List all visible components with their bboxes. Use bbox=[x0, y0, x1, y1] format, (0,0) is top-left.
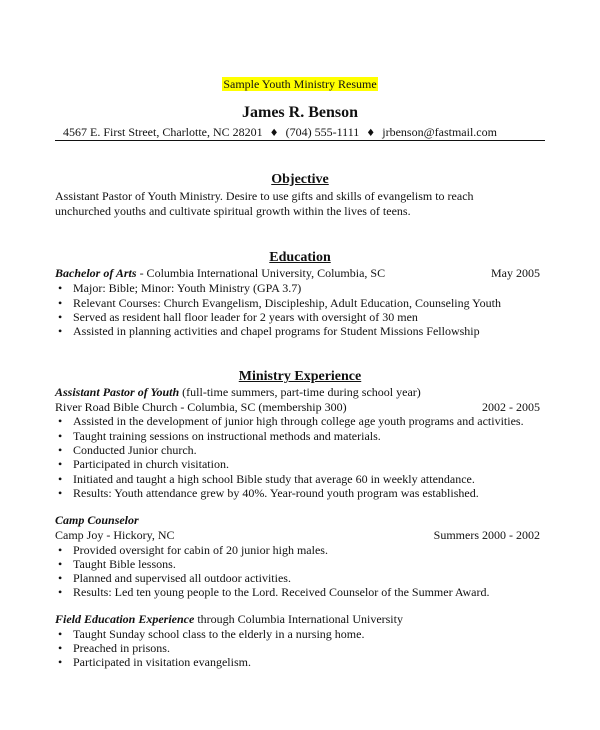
bullet-icon: • bbox=[58, 655, 63, 669]
bullet-icon: • bbox=[58, 486, 63, 500]
education-bullet: Assisted in planning activities and chapel programs for Student Missions Fellowship bbox=[73, 324, 480, 338]
job-bullet: Assisted in the development of junior high through college age youth programs and activities. bbox=[73, 414, 524, 428]
bullet-icon: • bbox=[58, 429, 63, 443]
bullet-icon: • bbox=[58, 557, 63, 571]
job-title-line bbox=[55, 385, 421, 399]
document-title bbox=[0, 77, 600, 91]
ministry-heading: Ministry Experience bbox=[238, 369, 362, 384]
contact-line bbox=[63, 125, 497, 141]
bullet-icon: • bbox=[58, 585, 63, 599]
objective-heading: Objective bbox=[271, 172, 329, 187]
job-bullet: Initiated and taught a high school Bible study that average 60 in weekly attendance. bbox=[73, 472, 475, 486]
education-heading: Education bbox=[269, 250, 331, 265]
job-bullet: Provided oversight for cabin of 20 junior high males. bbox=[73, 543, 328, 557]
job-title: Assistant Pastor of Youth bbox=[55, 385, 180, 399]
job-org: River Road Bible Church - Columbia, SC (membership 300) bbox=[55, 400, 347, 414]
job-title-line bbox=[55, 513, 139, 527]
job-title: Camp Counselor bbox=[55, 513, 139, 527]
contact-phone: (704) 555-1111 bbox=[285, 125, 360, 139]
job-bullet: Participated in visitation evangelism. bbox=[73, 655, 251, 669]
education-bullet: Served as resident hall floor leader for 2 years with oversight of 30 men bbox=[73, 310, 418, 324]
applicant-name: James R. Benson bbox=[241, 104, 358, 121]
contact-address: 4567 E. First Street, Charlotte, NC 28201 bbox=[63, 125, 263, 139]
bullet-icon: • bbox=[58, 472, 63, 486]
bullet-icon: • bbox=[58, 296, 63, 310]
bullet-icon: • bbox=[58, 310, 63, 324]
job-bullet: Taught training sessions on instructional methods and materials. bbox=[73, 429, 381, 443]
bullet-icon: • bbox=[58, 627, 63, 641]
job-date: 2002 - 2005 bbox=[482, 400, 540, 414]
contact-email: jrbenson@fastmail.com bbox=[382, 125, 497, 139]
header-rule bbox=[55, 140, 545, 141]
job-bullet: Participated in church visitation. bbox=[73, 457, 229, 471]
education-bullet: Major: Bible; Minor: Youth Ministry (GPA 3.7) bbox=[73, 281, 302, 295]
education-date: May 2005 bbox=[491, 266, 540, 280]
bullet-icon: • bbox=[58, 571, 63, 585]
job-date: Summers 2000 - 2002 bbox=[433, 528, 540, 542]
job-note: (full-time summers, part-time during school year) bbox=[179, 385, 421, 399]
objective-line: unchurched youths and cultivate spiritual growth within the lives of teens. bbox=[55, 204, 411, 218]
bullet-icon: • bbox=[58, 641, 63, 655]
job-bullet: Taught Bible lessons. bbox=[73, 557, 176, 571]
job-bullet: Preached in prisons. bbox=[73, 641, 170, 655]
bullet-icon: • bbox=[58, 443, 63, 457]
bullet-icon: • bbox=[58, 543, 63, 557]
bullet-icon: • bbox=[58, 281, 63, 295]
degree-school: - Columbia International University, Columbia, SC bbox=[136, 266, 386, 280]
bullet-icon: • bbox=[58, 324, 63, 338]
job-bullet: Results: Youth attendance grew by 40%. Year-round youth program was established. bbox=[73, 486, 479, 500]
job-note: through Columbia International University bbox=[194, 612, 403, 626]
job-title-line bbox=[55, 612, 403, 626]
bullet-icon: • bbox=[58, 457, 63, 471]
bullet-icon: • bbox=[58, 414, 63, 428]
education-bullet: Relevant Courses: Church Evangelism, Discipleship, Adult Education, Counseling Youth bbox=[73, 296, 501, 310]
objective-line: Assistant Pastor of Youth Ministry. Desire to use gifts and skills of evangelism to reach bbox=[55, 189, 474, 203]
document-title-highlight: Sample Youth Ministry Resume bbox=[223, 77, 377, 91]
job-bullet: Conducted Junior church. bbox=[73, 443, 197, 457]
job-bullet: Planned and supervised all outdoor activities. bbox=[73, 571, 291, 585]
job-bullet: Taught Sunday school class to the elderly in a nursing home. bbox=[73, 627, 365, 641]
diamond-separator-icon: ♦ bbox=[366, 128, 376, 139]
diamond-separator-icon: ♦ bbox=[269, 128, 279, 139]
job-org: Camp Joy - Hickory, NC bbox=[55, 528, 175, 542]
job-bullet: Results: Led ten young people to the Lord. Received Counselor of the Summer Award. bbox=[73, 585, 490, 599]
job-title: Field Education Experience bbox=[55, 612, 195, 626]
education-degree-line bbox=[55, 266, 385, 280]
degree-title: Bachelor of Arts bbox=[55, 266, 137, 280]
